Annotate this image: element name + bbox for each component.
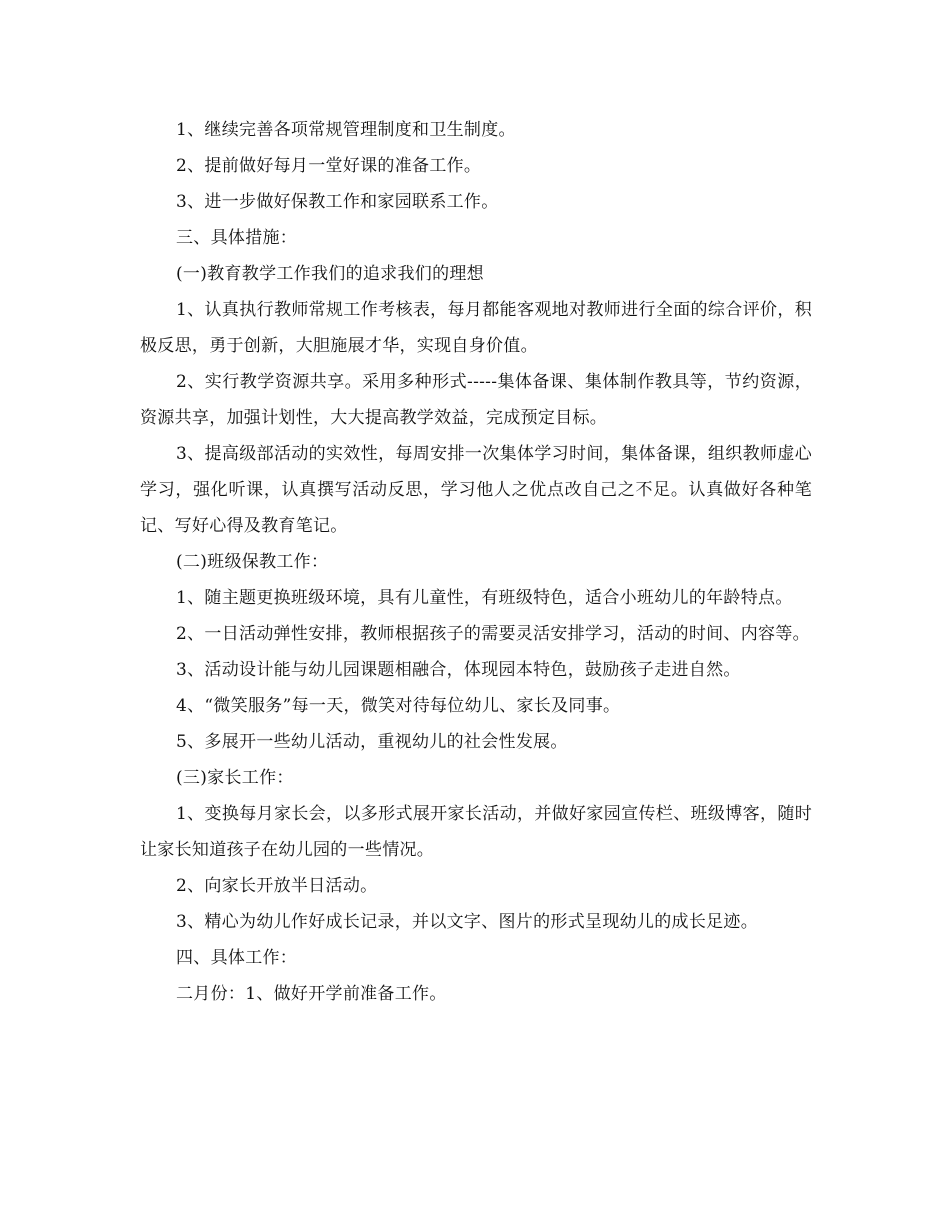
paragraph: 2、向家长开放半日活动。 [176, 876, 378, 896]
paragraph: 1、随主题更换班级环境，具有儿童性，有班级特色，适合小班幼儿的年龄特点。 [176, 588, 793, 608]
paragraph: 3、提高级部活动的实效性，每周安排一次集体学习时间，集体备课，组织教师虚心学习，强化听课，认真撰写活动反思，学习他人之优点改自己之不足。认真做好各种笔记、写好心得及教育笔记。 [140, 444, 812, 536]
paragraph: 2、一日活动弹性安排，教师根据孩子的需要灵活安排学习，活动的时间、内容等。 [176, 624, 810, 644]
paragraph: 5、多展开一些幼儿活动，重视幼儿的社会性发展。 [176, 732, 568, 752]
paragraph: 3、活动设计能与幼儿园课题相融合，体现园本特色，鼓励孩子走进自然。 [176, 660, 741, 680]
paragraph: 2、实行教学资源共享。采用多种形式-----集体备课、集体制作教具等，节约资源，资源共享，加强计划性，大大提高教学效益，完成预定目标。 [140, 372, 812, 428]
section-heading: 三、具体措施： [176, 228, 298, 248]
subsection-heading: (一)教育教学工作我们的追求我们的理想 [176, 264, 484, 284]
paragraph: 二月份：1、做好开学前准备工作。 [176, 984, 447, 1004]
section-heading: 四、具体工作： [176, 948, 298, 968]
paragraph: 1、认真执行教师常规工作考核表，每月都能客观地对教师进行全面的综合评价，积极反思，勇于创新，大胆施展才华，实现自身价值。 [140, 300, 812, 356]
paragraph: 4、“微笑服务”每一天，微笑对待每位幼儿、家长及同事。 [176, 696, 621, 716]
paragraph: 3、进一步做好保教工作和家园联系工作。 [176, 192, 499, 212]
paragraph: 3、精心为幼儿作好成长记录，并以文字、图片的形式呈现幼儿的成长足迹。 [176, 912, 759, 932]
document-body [140, 112, 812, 1012]
subsection-heading: (三)家长工作： [176, 768, 294, 788]
paragraph: 1、变换每月家长会，以多形式展开家长活动，并做好家园宣传栏、班级博客，随时让家长知道孩子在幼儿园的一些情况。 [140, 804, 812, 860]
paragraph: 1、继续完善各项常规管理制度和卫生制度。 [176, 120, 516, 140]
subsection-heading: (二)班级保教工作： [176, 552, 329, 572]
paragraph: 2、提前做好每月一堂好课的准备工作。 [176, 156, 482, 176]
